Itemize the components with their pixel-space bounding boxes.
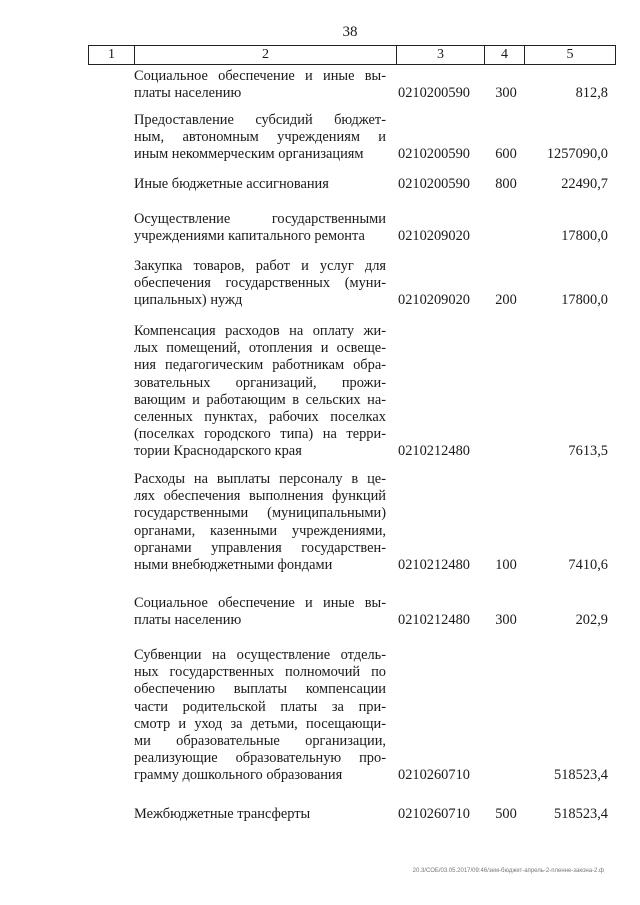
row-amount: 1257090,0 xyxy=(546,146,608,163)
description-line: зовательных организаций, прожи- xyxy=(134,374,386,391)
description-line: ным, автономным учреждениям и xyxy=(134,129,386,146)
description-line: реализующие образовательную про- xyxy=(134,750,386,767)
description-line: Осуществление государственными xyxy=(134,211,386,227)
row-amount: 812,8 xyxy=(575,85,608,102)
row-expense-type: 500 xyxy=(495,806,517,822)
row-expense-type: 100 xyxy=(495,557,517,573)
header-col-4: 4 xyxy=(484,46,524,64)
row-amount: 202,9 xyxy=(575,612,608,629)
row-description xyxy=(134,176,386,193)
description-line: ния педагогическим работникам обра- xyxy=(134,357,386,374)
description-line: ми образовательные организации, xyxy=(134,733,386,750)
row-code: 0210212480 xyxy=(398,557,470,573)
description-line: ными внебюджетными фондами xyxy=(134,557,333,574)
row-code: 0210260710 xyxy=(398,767,470,784)
description-line: лях обеспечения выполнения функций xyxy=(134,488,386,505)
footer-stamp: 20.3/СОБ/03.05.2017/09:46/зем-бюджет-апрель-2-пленне-закона-2.ф xyxy=(412,868,604,874)
description-line: иным некоммерческим организациям xyxy=(134,146,364,163)
description-line: части родительской платы за при- xyxy=(134,698,386,715)
row-description xyxy=(134,806,386,823)
row-code: 0210209020 xyxy=(398,292,470,309)
description-line: Расходы на выплаты персоналу в це- xyxy=(134,471,386,487)
row-description xyxy=(134,211,386,245)
description-line: платы населению xyxy=(134,612,242,629)
row-expense-type: 300 xyxy=(495,85,517,102)
row-description xyxy=(134,595,386,629)
description-line: Компенсация расходов на оплату жи- xyxy=(134,323,386,339)
row-code: 0210200590 xyxy=(398,176,470,192)
header-col-2: 2 xyxy=(134,46,396,64)
row-amount: 7613,5 xyxy=(568,443,608,460)
description-line: обеспечения государственных (муни- xyxy=(134,275,386,292)
row-description xyxy=(134,68,386,102)
description-line: платы населению xyxy=(134,85,242,102)
description-line: Социальное обеспечение и иные вы- xyxy=(134,595,386,611)
row-description xyxy=(134,112,386,164)
row-expense-type: 800 xyxy=(495,176,517,192)
description-line: Предоставление субсидий бюджет- xyxy=(134,112,386,128)
row-amount: 7410,6 xyxy=(568,557,608,573)
row-description xyxy=(134,471,386,574)
header-col-1: 1 xyxy=(88,46,134,64)
row-description xyxy=(134,647,386,785)
description-line: Закупка товаров, работ и услуг для xyxy=(134,258,386,274)
description-line: ципальных) нужд xyxy=(134,292,243,309)
table-header xyxy=(88,45,616,65)
description-line: Иные бюджетные ассигнования xyxy=(134,176,329,192)
row-code: 0210212480 xyxy=(398,612,470,629)
description-line: обеспечению выплаты компенсации xyxy=(134,681,386,698)
description-line: (поселках городского типа) на терри- xyxy=(134,426,386,443)
row-expense-type: 200 xyxy=(495,292,517,309)
description-line: Межбюджетные трансферты xyxy=(134,806,311,822)
description-line: ных государственных полномочий по xyxy=(134,664,386,681)
description-line: органами, казенными учреждениями, xyxy=(134,522,386,539)
description-line: селенных пунктах, рабочих поселках xyxy=(134,409,386,426)
header-col-5: 5 xyxy=(524,46,616,64)
description-line: грамму дошкольного образования xyxy=(134,767,343,784)
row-code: 0210200590 xyxy=(398,146,470,163)
row-expense-type: 300 xyxy=(495,612,517,629)
description-line: лых помещений, отопления и освеще- xyxy=(134,340,386,357)
row-code: 0210209020 xyxy=(398,228,470,245)
row-expense-type: 600 xyxy=(495,146,517,163)
description-line: государственными (муниципальными) xyxy=(134,505,386,522)
page-number: 38 xyxy=(342,24,358,40)
description-line: Социальное обеспечение и иные вы- xyxy=(134,68,386,84)
row-code: 0210200590 xyxy=(398,85,470,102)
row-amount: 17800,0 xyxy=(561,228,608,245)
description-line: смотр и уход за детьми, посещающи- xyxy=(134,715,386,732)
row-amount: 17800,0 xyxy=(561,292,608,309)
description-line: учреждениями капитального ремонта xyxy=(134,228,365,245)
row-code: 0210212480 xyxy=(398,443,470,460)
description-line: тории Краснодарского края xyxy=(134,443,302,460)
header-col-3: 3 xyxy=(396,46,484,64)
description-line: Субвенции на осуществление отдель- xyxy=(134,647,386,663)
row-amount: 518523,4 xyxy=(554,806,608,822)
row-amount: 518523,4 xyxy=(554,767,608,784)
description-line: органами управления государствен- xyxy=(134,539,386,556)
description-line: вающим и работающим в сельских на- xyxy=(134,391,386,408)
row-description xyxy=(134,323,386,461)
row-description xyxy=(134,258,386,310)
row-amount: 22490,7 xyxy=(561,176,608,192)
row-code: 0210260710 xyxy=(398,806,470,822)
